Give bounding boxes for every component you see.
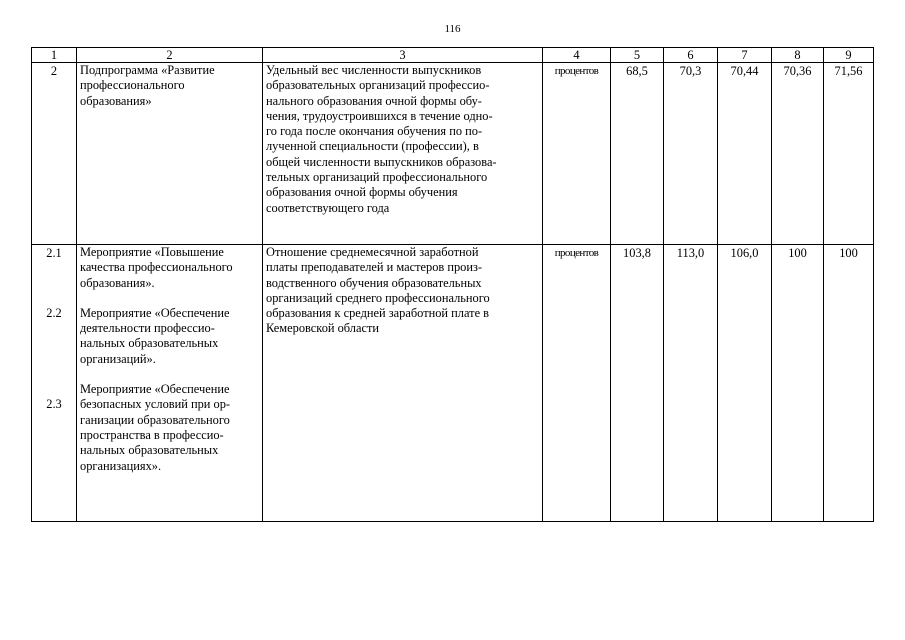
column-header: 2 — [77, 48, 263, 63]
column-header: 9 — [824, 48, 874, 63]
table-row — [32, 63, 874, 245]
row-numbers — [32, 245, 77, 522]
value-cell: 106,0 — [718, 245, 772, 522]
indicator-cell — [263, 63, 543, 245]
activity-name: Мероприятие «Повышение качества профессионального образования». — [80, 245, 233, 290]
indicators-table — [31, 47, 874, 522]
value-cell: 68,5 — [611, 63, 664, 245]
table-row — [32, 245, 874, 522]
column-header: 6 — [664, 48, 718, 63]
table-header-row — [32, 48, 874, 63]
value-cell: 100 — [824, 245, 874, 522]
value-cell: 113,0 — [664, 245, 718, 522]
row-number: 2.1 — [46, 246, 62, 260]
value-cell: 71,56 — [824, 63, 874, 245]
row-number: 2 — [32, 63, 77, 245]
value-cell: 70,36 — [772, 63, 824, 245]
activity-name: Мероприятие «Обеспечение безопасных условий при ор- ганизации образовательного пространства в профессио- нальных образовательных организациях». — [80, 382, 231, 473]
column-header: 1 — [32, 48, 77, 63]
indicator-text: Отношение среднемесячной заработной платы преподавателей и мастеров произ- водственного обучения образовательных организаций среднего профессионального образования к средней заработной плате в Кемеровской области — [266, 245, 490, 336]
value-cell: 100 — [772, 245, 824, 522]
row-number: 2.3 — [46, 396, 62, 411]
column-header: 5 — [611, 48, 664, 63]
column-header: 7 — [718, 48, 772, 63]
column-header: 4 — [543, 48, 611, 63]
unit-cell: процентов — [543, 245, 611, 522]
value-cell: 103,8 — [611, 245, 664, 522]
value-cell: 70,44 — [718, 63, 772, 245]
column-header: 8 — [772, 48, 824, 63]
column-header: 3 — [263, 48, 543, 63]
activities-cell — [77, 245, 263, 522]
value-cell: 70,3 — [664, 63, 718, 245]
indicator-text: Удельный вес численности выпускников образовательных организаций профессио- нального образования очной формы обу- чения, трудоустроившихся в течение одно- го года после окончания обучения по по- лученной специальности (профессии), в общей численности выпускников образова- тельных организаций профессионального образования очной формы обучения соответствующего года — [266, 63, 497, 215]
activity-name: Мероприятие «Обеспечение деятельности профессио- нальных образовательных организаций». — [80, 305, 230, 366]
subprogram-name — [77, 63, 263, 245]
row-number: 2.2 — [46, 306, 62, 321]
page-number: 116 — [444, 23, 461, 35]
unit-cell: процентов — [543, 63, 611, 245]
subprogram-name-text: Подпрограмма «Развитие профессионального образования» — [80, 63, 215, 108]
indicator-cell — [263, 245, 543, 522]
